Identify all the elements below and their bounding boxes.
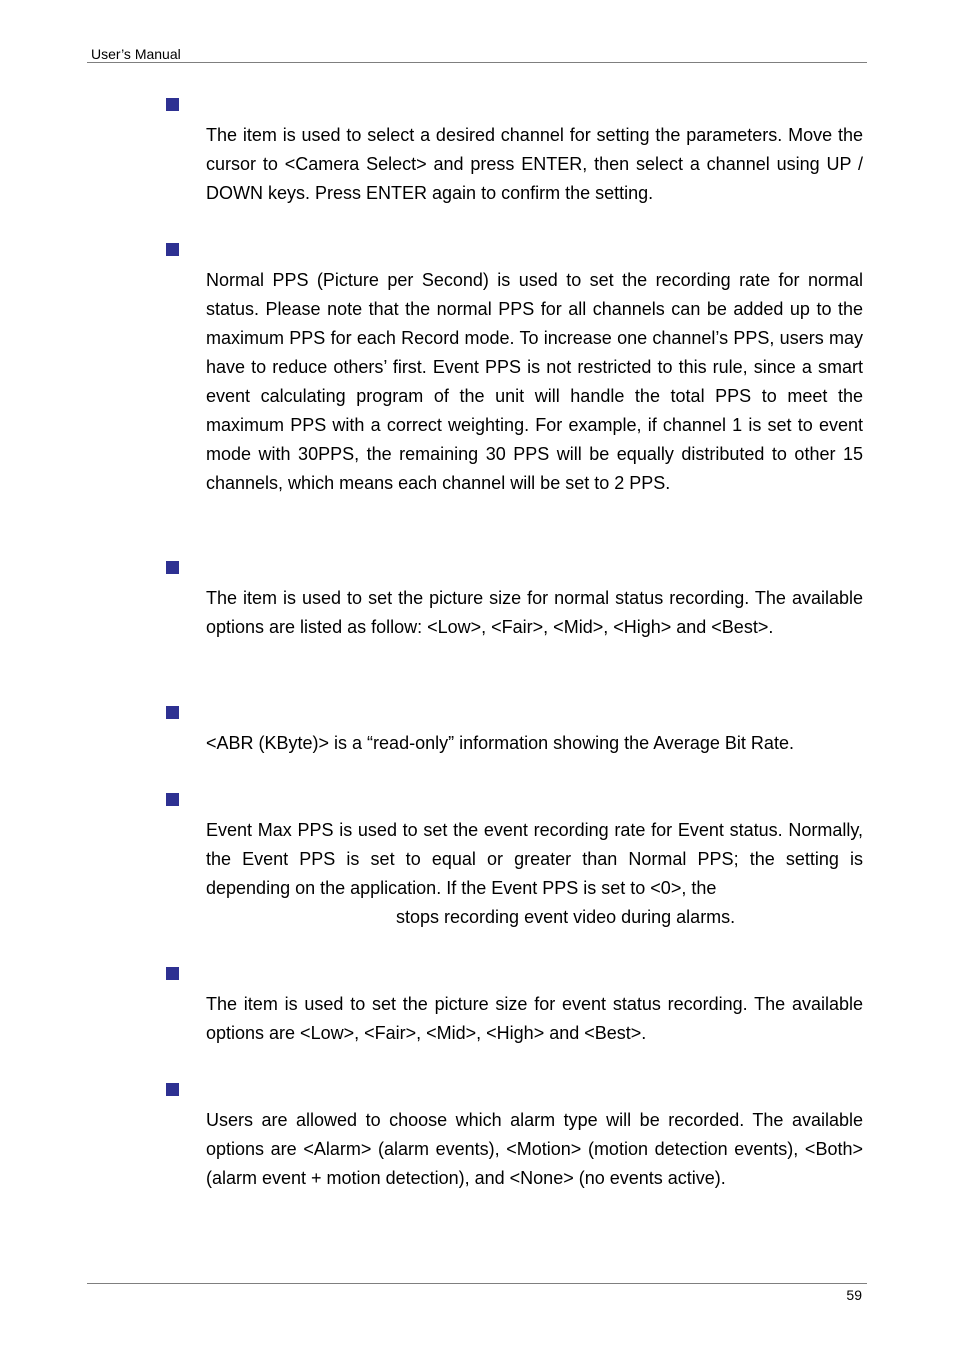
square-bullet-icon bbox=[166, 967, 179, 980]
header-rule bbox=[87, 62, 867, 63]
paragraph: The item is used to set the picture size for event status recording. The available options are <Low>, <Fair>, <Mid>, <High> and <Best>. bbox=[206, 994, 863, 1043]
paragraph: <ABR (KByte)> is a “read-only” information showing the Average Bit Rate. bbox=[206, 733, 794, 753]
paragraph-text-continued: stops recording event video during alarms. bbox=[396, 907, 736, 927]
paragraph: Normal PPS (Picture per Second) is used to set the recording rate for normal status. Please note that the normal PPS for all channels can be added up to the maximum PPS for each Record mode. To increase one channel’s PPS, users may have to reduce others’ first. Event PPS is not restricted to this rule, since a smart event calculating program of the unit will handle the total PPS to meet the maximum PPS with a correct weighting. For example, if channel 1 is set to event mode with 30PPS, the remaining 30 PPS will be equally distributed to other 15 channels, which means each channel will be set to 2 PPS. bbox=[206, 270, 863, 493]
square-bullet-icon bbox=[166, 243, 179, 256]
square-bullet-icon bbox=[166, 1083, 179, 1096]
page-number: 59 bbox=[846, 1287, 862, 1303]
square-bullet-icon bbox=[166, 561, 179, 574]
square-bullet-icon bbox=[166, 706, 179, 719]
footer-rule bbox=[87, 1283, 867, 1284]
paragraph: Users are allowed to choose which alarm type will be recorded. The available options are <Alarm> (alarm events), <Motion> (motion detection events), <Both> (alarm event + motion detection), and <None> (no events active). bbox=[206, 1110, 863, 1188]
square-bullet-icon bbox=[166, 793, 179, 806]
square-bullet-icon bbox=[166, 98, 179, 111]
running-header: User’s Manual bbox=[91, 46, 181, 62]
paragraph-text: Event Max PPS is used to set the event recording rate for Event status. Normally, the Event PPS is set to equal or greater than Normal PPS; the setting is depending on the application. If the Event PPS is set to <0>, the bbox=[206, 820, 863, 898]
paragraph bbox=[206, 816, 863, 932]
paragraph: The item is used to set the picture size for normal status recording. The available options are listed as follow: <Low>, <Fair>, <Mid>, <High> and <Best>. bbox=[206, 588, 863, 637]
paragraph: The item is used to select a desired channel for setting the parameters. Move the cursor to <Camera Select> and press ENTER, then select a channel using UP / DOWN keys. Press ENTER again to confirm the setting. bbox=[206, 125, 863, 203]
